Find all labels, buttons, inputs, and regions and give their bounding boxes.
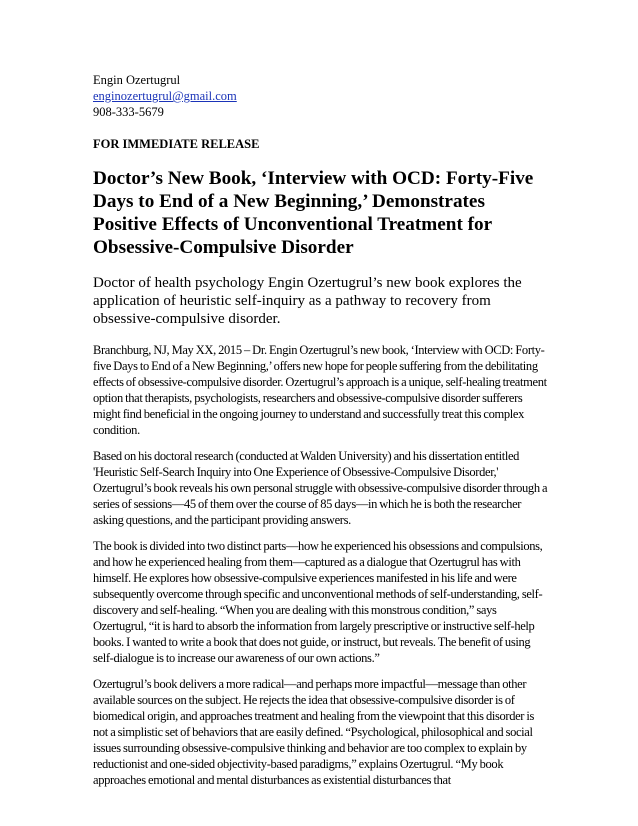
contact-email-row — [93, 88, 548, 104]
headline: Doctor’s New Book, ‘Interview with OCD: Forty-Five Days to End of a New Beginning,’ Demonstrates Positive Effects of Unconventional Treatment for Obsessive-Compulsive Disorder — [93, 168, 534, 258]
body-paragraph-4: Ozertugrul’s book delivers a more radical—and perhaps more impactful—message than other available sources on the subject. He rejects the idea that obsessive-compulsive disorder is of biomedical origin, and approaches treatment and healing from the viewpoint that this disorder is not a simplistic set of behaviors that are easily defined. “Psychological, philosophical and social issues surrounding obsessive-compulsive thinking and behavior are too complex to explain by reductionist and one-sided objectivity-based paradigms,” explains Ozertugrul. “My book approaches emotional and mental disturbances as existential disturbances that — [93, 677, 535, 787]
body-paragraph-3: The book is divided into two distinct parts—how he experienced his obsessions and compulsions, and how he experienced healing from them—captured as a dialogue that Ozertugrul has with himself. He explores how obsessive-compulsive experiences manifested in his life and were subsequently overcome through specific and unconventional methods of self-understanding, self-discovery and self-healing. “When you are dealing with this monstrous condition,” says Ozertugrul, “it is hard to absorb the information from largely prescriptive or instructive self-help books. I wanted to write a book that does not guide, or instruct, but reveals. The benefit of using self-dialogue is to increase our awareness of our own actions.” — [93, 539, 543, 665]
contact-email-link[interactable]: enginozertugrul@gmail.com — [93, 89, 237, 103]
body-paragraph-1: Branchburg, NJ, May XX, 2015 – Dr. Engin Ozertugrul’s new book, ‘Interview with OCD: Forty-five Days to End of a New Beginning,’ offers new hope for people suffering from the debilitating effects of obsessive-compulsive disorder. Ozertugrul’s approach is a unique, self-healing treatment option that therapists, psychologists, researchers and obsessive-compulsive disorder sufferers might find beneficial in the ongoing journey to understand and successfully treat this complex condition. — [93, 343, 547, 437]
subheadline: Doctor of health psychology Engin Ozertugrul’s new book explores the application of heuristic self-inquiry as a pathway to recovery from obsessive-compulsive disorder. — [93, 275, 522, 327]
contact-phone: 908-333-5679 — [93, 105, 164, 119]
body-paragraph-2: Based on his doctoral research (conducted at Walden University) and his dissertation entitled 'Heuristic Self-Search Inquiry into One Experience of Obsessive-Compulsive Disorder,' Ozertugrul’s book reveals his own personal struggle with obsessive-compulsive disorder through a series of sessions—45 of them over the course of 85 days—in which he is both the researcher asking questions, and the participant providing answers. — [93, 449, 548, 527]
contact-name: Engin Ozertugrul — [93, 73, 181, 87]
release-label: FOR IMMEDIATE RELEASE — [93, 137, 260, 151]
press-release-page — [93, 72, 548, 788]
